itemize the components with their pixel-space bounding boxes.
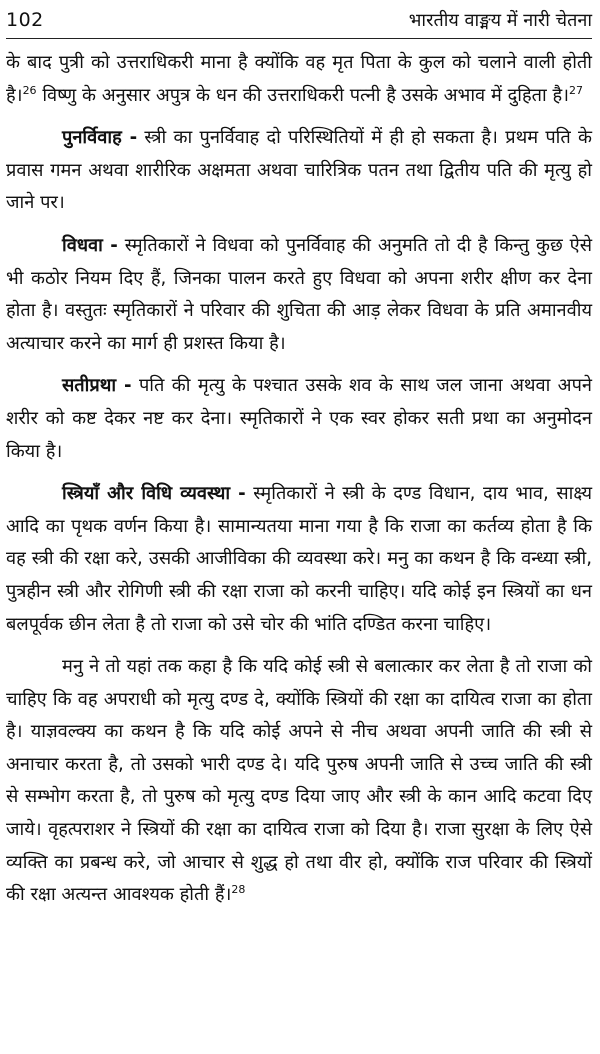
footnote-ref: 27 xyxy=(569,83,584,97)
paragraph-inheritance xyxy=(6,47,592,112)
paragraph-widow xyxy=(6,230,592,360)
paragraph-text: मनु ने तो यहां तक कहा है कि यदि कोई स्त्री से बलात्कार कर लेता है तो राजा को चाहिए कि वह अपराधी को मृत्यु दण्ड दे, क्योंकि स्त्रियों की रक्षा का दायित्व राजा का होता है। याज्ञवल्क्य का कथन है कि यदि कोई अपने से नीच अथवा अपनी जाति की स्त्री से अनाचार करता है, तो उसको भारी दण्ड दे। यदि पुरुष अपनी जाति से उच्च जाति की स्त्री से सम्भोग करता है, तो पुरुष को मृत्यु दण्ड दिया जाए और स्त्री के कान आदि कटवा दिए जाये। वृहत्पराशर ने स्त्रियों की रक्षा का दायित्व राजा को दिया है। राजा सुरक्षा के लिए ऐसे व्यक्ति का प्रबन्ध करे, जो आचार से शुद्ध हो तथा वीर हो, क्योंकि राज परिवार की स्त्रियों की रक्षा अत्यन्त आवश्यक होती हैं। xyxy=(6,656,592,906)
paragraph-law xyxy=(6,478,592,641)
section-term: विधवा - xyxy=(62,234,118,256)
section-term: पुनर्विवाह - xyxy=(62,127,138,149)
paragraph-text: विष्णु के अनुसार अपुत्र के धन की उत्तराधिकरी पत्नी है उसके अभाव में दुहिता है। xyxy=(36,84,570,106)
page-number: 102 xyxy=(6,9,44,31)
footnote-ref: 26 xyxy=(22,83,37,97)
paragraph-text: स्मृतिकारों ने विधवा को पुनर्विवाह की अनुमति तो दी है किन्तु कुछ ऐसे भी कठोर नियम दिए हैं, जिनका पालन करते हुए विधवा को अपना शरीर क्षीण कर देना होता है। वस्तुतः स्मृतिकारों ने परिवार की शुचिता की आड़ लेकर विधवा के प्रति अमानवीय अत्याचार करने का मार्ग ही प्रशस्त किया है। xyxy=(6,234,592,354)
footnote-ref: 28 xyxy=(231,883,246,897)
running-title: भारतीय वाङ्मय में नारी चेतना xyxy=(408,10,592,31)
section-term: सतीप्रथा - xyxy=(62,375,132,397)
paragraph-remarriage xyxy=(6,122,592,220)
paragraph-text: स्मृतिकारों ने स्त्री के दण्ड विधान, दाय भाव, साक्ष्य आदि का पृथक वर्णन किया है। सामान्यतया माना गया है कि राजा का कर्तव्य होता है कि वह स्त्री की रक्षा करे, उसकी आजीविका की व्यवस्था करे। मनु का कथन है कि वन्ध्या स्त्री, पुत्रहीन स्त्री और रोगिणी स्त्री की रक्षा राजा को करनी चाहिए। यदि कोई इन स्त्रियों का धन बलपूर्वक छीन लेता है तो राजा को उसे चोर की भांति दण्डित करना चाहिए। xyxy=(6,483,592,635)
section-term: स्त्रियाँ और विधि व्यवस्था - xyxy=(62,483,246,505)
paragraph-text: के बाद पुत्री को उत्तराधिकरी माना है क्योंकि वह मृत पिता के कुल को चलाने वाली होती है। xyxy=(6,52,592,106)
page-header xyxy=(6,6,592,39)
paragraph-manu xyxy=(6,651,592,912)
paragraph-text: पति की मृत्यु के पश्चात उसके शव के साथ जल जाना अथवा अपने शरीर को कष्ट देकर नष्ट कर देना। स्मृतिकारों ने एक स्वर होकर सती प्रथा का अनुमोदन किया है। xyxy=(6,375,592,462)
paragraph-text: स्त्री का पुनर्विवाह दो परिस्थितियों में ही हो सकता है। प्रथम पति के प्रवास गमन अथवा शारीरिक अक्षमता अथवा चारित्रिक पतन तथा द्वितीय पति की मृत्यु हो जाने पर। xyxy=(6,127,593,214)
paragraph-sati xyxy=(6,370,592,468)
